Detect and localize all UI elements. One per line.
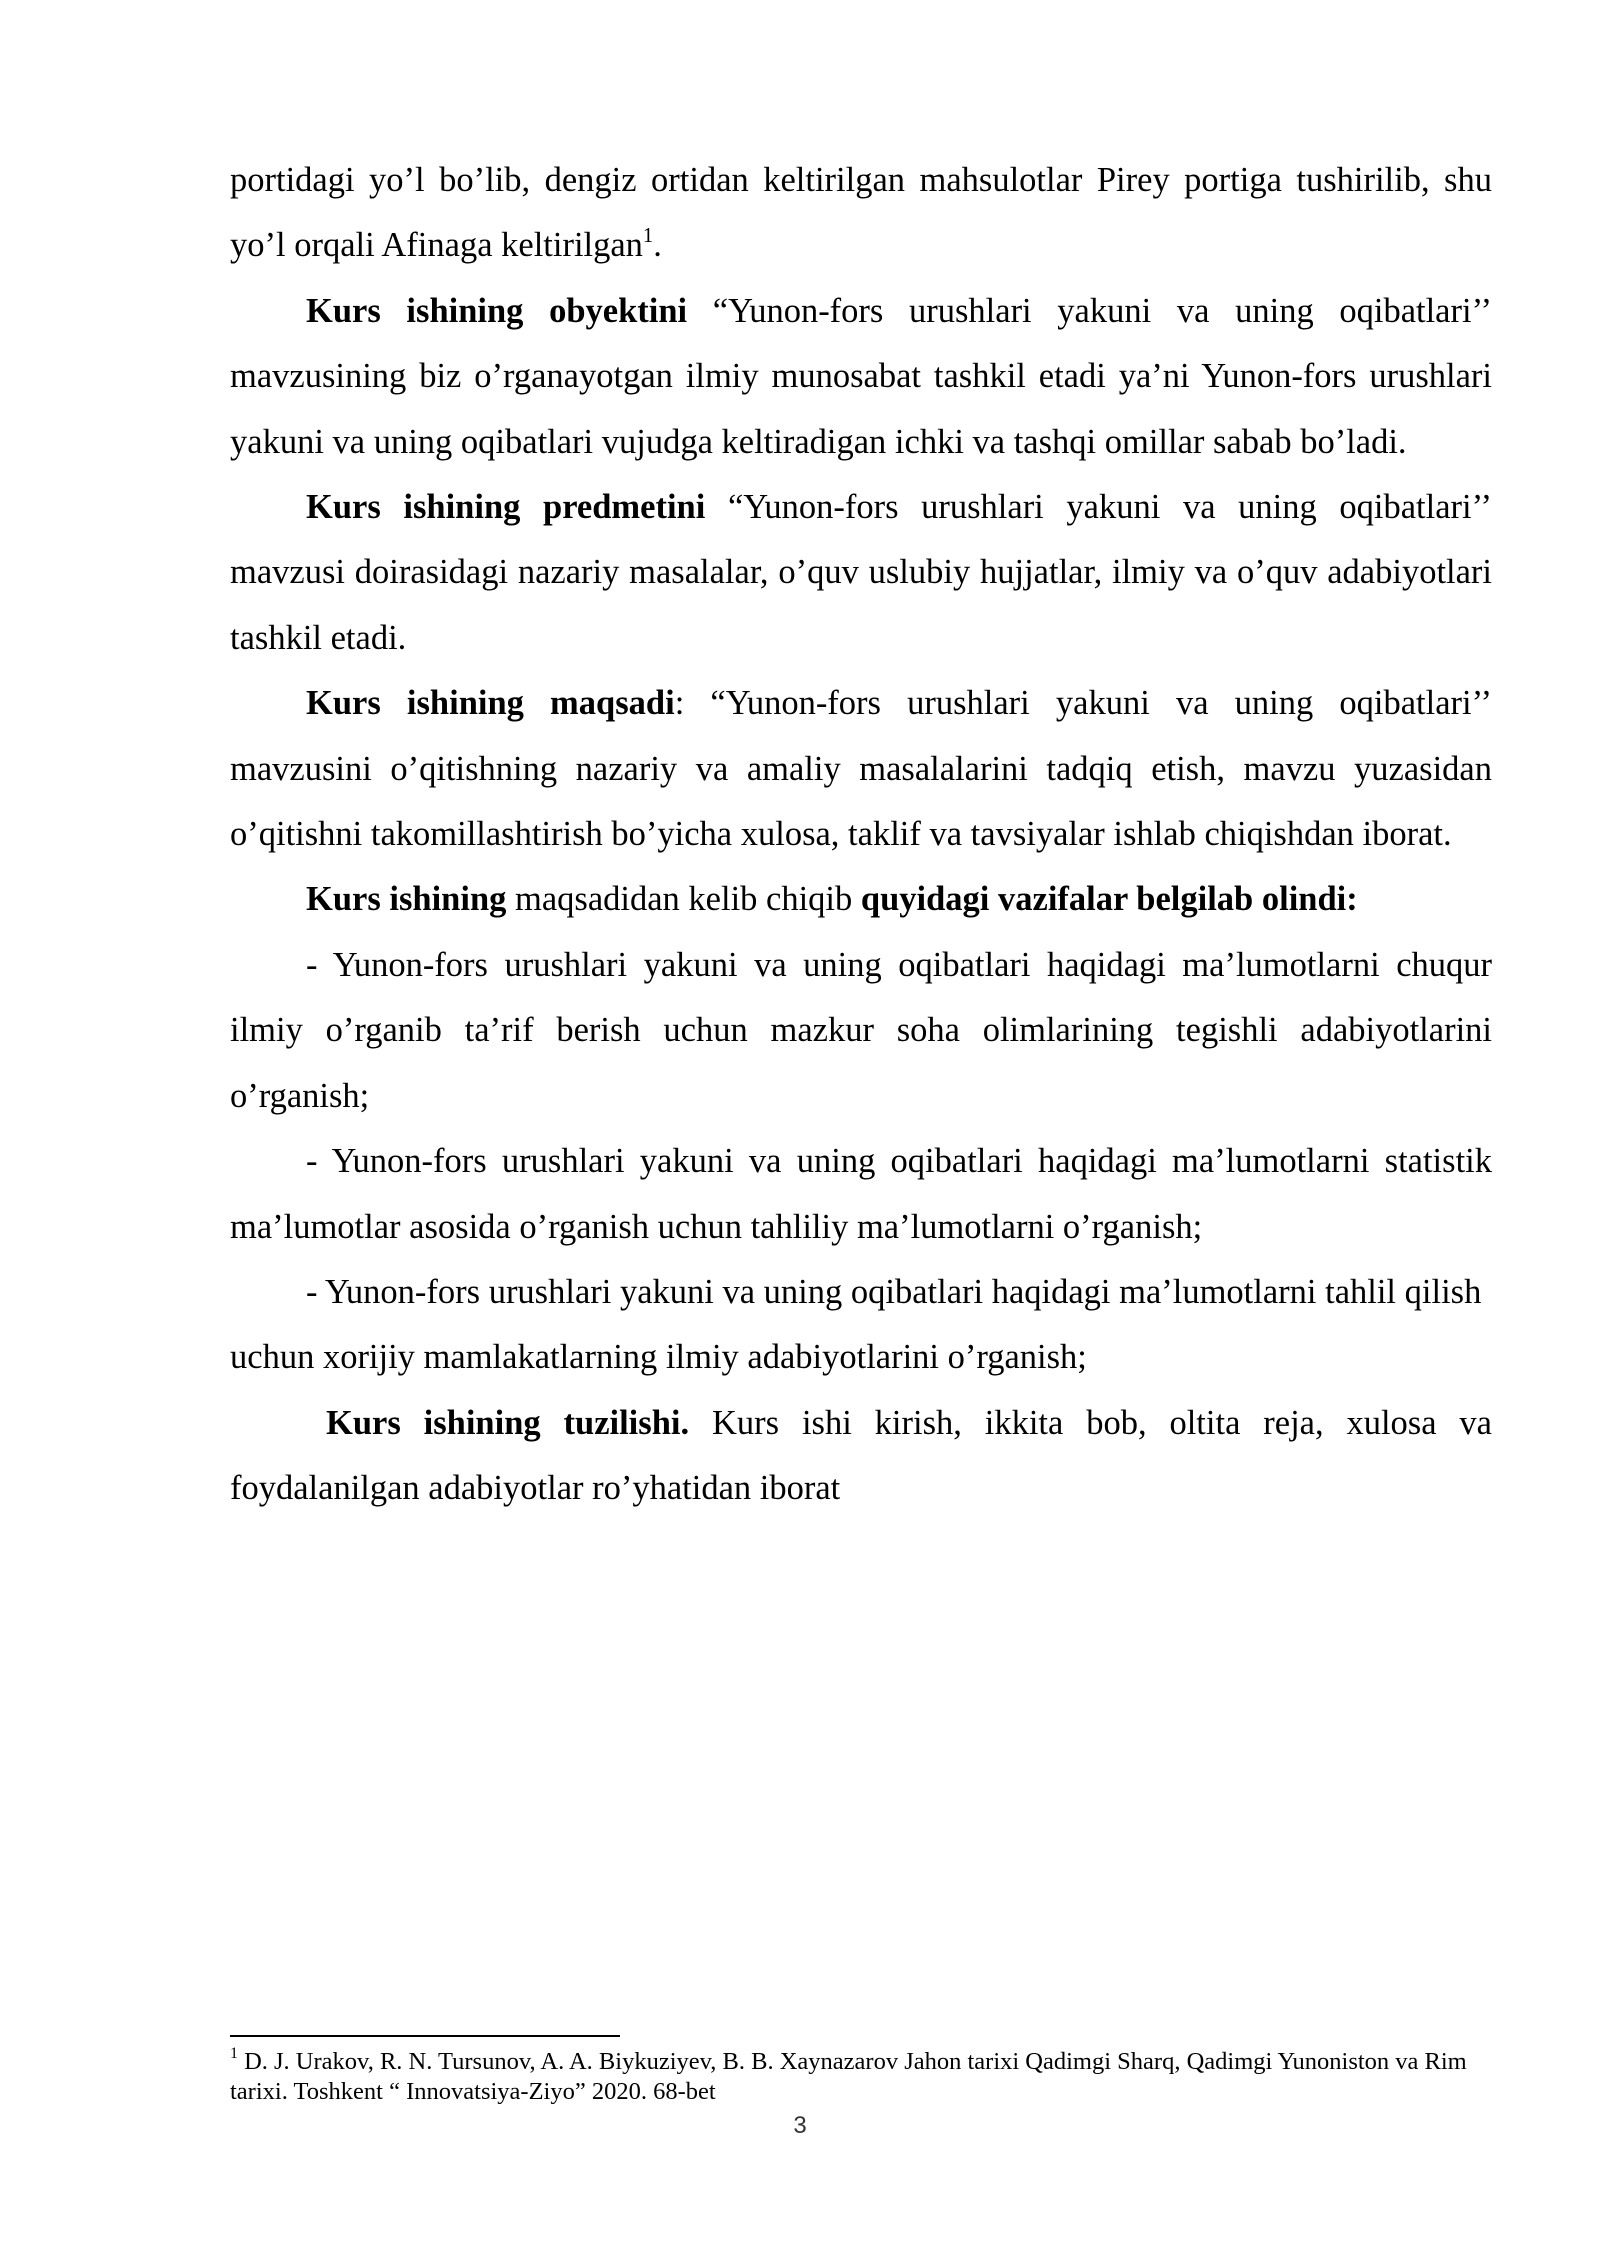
paragraph-text: Kurs ishi kirish, ikkita bob, oltita reja, xulosa va foydalanilgan adabiyotlar ro’yhatidan iborat — [230, 1403, 1492, 1508]
paragraph-heading: Kurs ishining obyektini — [306, 291, 688, 330]
paragraph-tail: . — [653, 226, 662, 265]
page-number: 3 — [793, 2112, 807, 2139]
paragraph-heading: Kurs ishining tuzilishi. — [326, 1403, 690, 1442]
paragraph-text: “Yunon-fors urushlari yakuni va uning oqibatlari’’ mavzusining biz o’rganayotgan ilmiy munosabat tashkil etadi ya’ni Yunon-fors urushlari yakuni va uning oqibatlari vujudga keltiradigan ichki va tashqi omillar sabab bo’ladi. — [230, 291, 1492, 461]
paragraph-structure — [230, 1391, 1492, 1522]
paragraph-heading: Kurs ishining predmetini — [306, 488, 706, 527]
document-body — [230, 148, 1492, 1522]
footnote-reference[interactable]: 1 — [642, 224, 654, 247]
task-text: - Yunon-fors urushlari yakuni va uning oqibatlari haqidagi ma’lumotlarni statistik ma’lumotlar asosida o’rganish uchun tahliliy ma’lumotlarni o’rganish; — [230, 1142, 1492, 1246]
footnote — [230, 2047, 1470, 2107]
task-text: - Yunon-fors urushlari yakuni va uning oqibatlari haqidagi ma’lumotlarni chuqur ilmiy o’rganib ta’rif berish uchun mazkur soha olimlarining tegishli adabiyotlarini o’rganish; — [230, 945, 1492, 1115]
footnote-marker: 1 — [230, 2045, 238, 2063]
paragraph-text: : “Yunon-fors urushlari yakuni va uning oqibatlari’’ mavzusini o’qitishning nazariy va amaliy masalalarini tadqiq etish, mavzu yuzasidan o’qitishni takomillashtirish bo’yicha xulosa, taklif va tavsiyalar ishlab chiqishdan iborat. — [230, 684, 1493, 854]
task-item-1 — [230, 933, 1492, 1129]
paragraph-purpose — [230, 671, 1492, 867]
paragraph-heading: Kurs ishining — [306, 880, 507, 919]
paragraph-subject — [230, 475, 1492, 671]
paragraph-tasks-intro — [230, 867, 1492, 932]
footnote-text: D. J. Urakov, R. N. Tursunov, A. A. Biykuziyev, B. B. Xaynazarov Jahon tarixi Qadimgi Sharq, Qadimgi Yunoniston va Rim tarixi. Toshkent “ Innovatsiya-Ziyo” 2020. 68-bet — [230, 2048, 1467, 2105]
paragraph-text: portidagi yo’l bo’lib, dengiz ortidan keltirilgan mahsulotlar Pirey portiga tushirilib, shu yo’l orqali Afinaga keltirilgan — [230, 161, 1492, 265]
paragraph-object — [230, 279, 1492, 475]
task-item-3 — [230, 1260, 1492, 1391]
paragraph-heading: Kurs ishining maqsadi — [306, 684, 675, 723]
paragraph-text: maqsadidan kelib chiqib — [506, 880, 861, 919]
task-item-2 — [230, 1129, 1492, 1260]
paragraph-heading-tasks: quyidagi vazifalar belgilab olindi: — [860, 880, 1358, 919]
footnote-separator — [230, 2035, 620, 2037]
task-text: - Yunon-fors urushlari yakuni va uning oqibatlari haqidagi ma’lumotlarni tahlil qilish uchun xorijiy mamlakatlarning ilmiy adabiyotlarini o’rganish; — [230, 1272, 1482, 1377]
paragraph-text: “Yunon-fors urushlari yakuni va uning oqibatlari’’ mavzusi doirasidagi nazariy masalalar, o’quv uslubiy hujjatlar, ilmiy va o’quv adabiyotlari tashkil etadi. — [230, 488, 1492, 657]
paragraph-port-route — [230, 148, 1492, 279]
